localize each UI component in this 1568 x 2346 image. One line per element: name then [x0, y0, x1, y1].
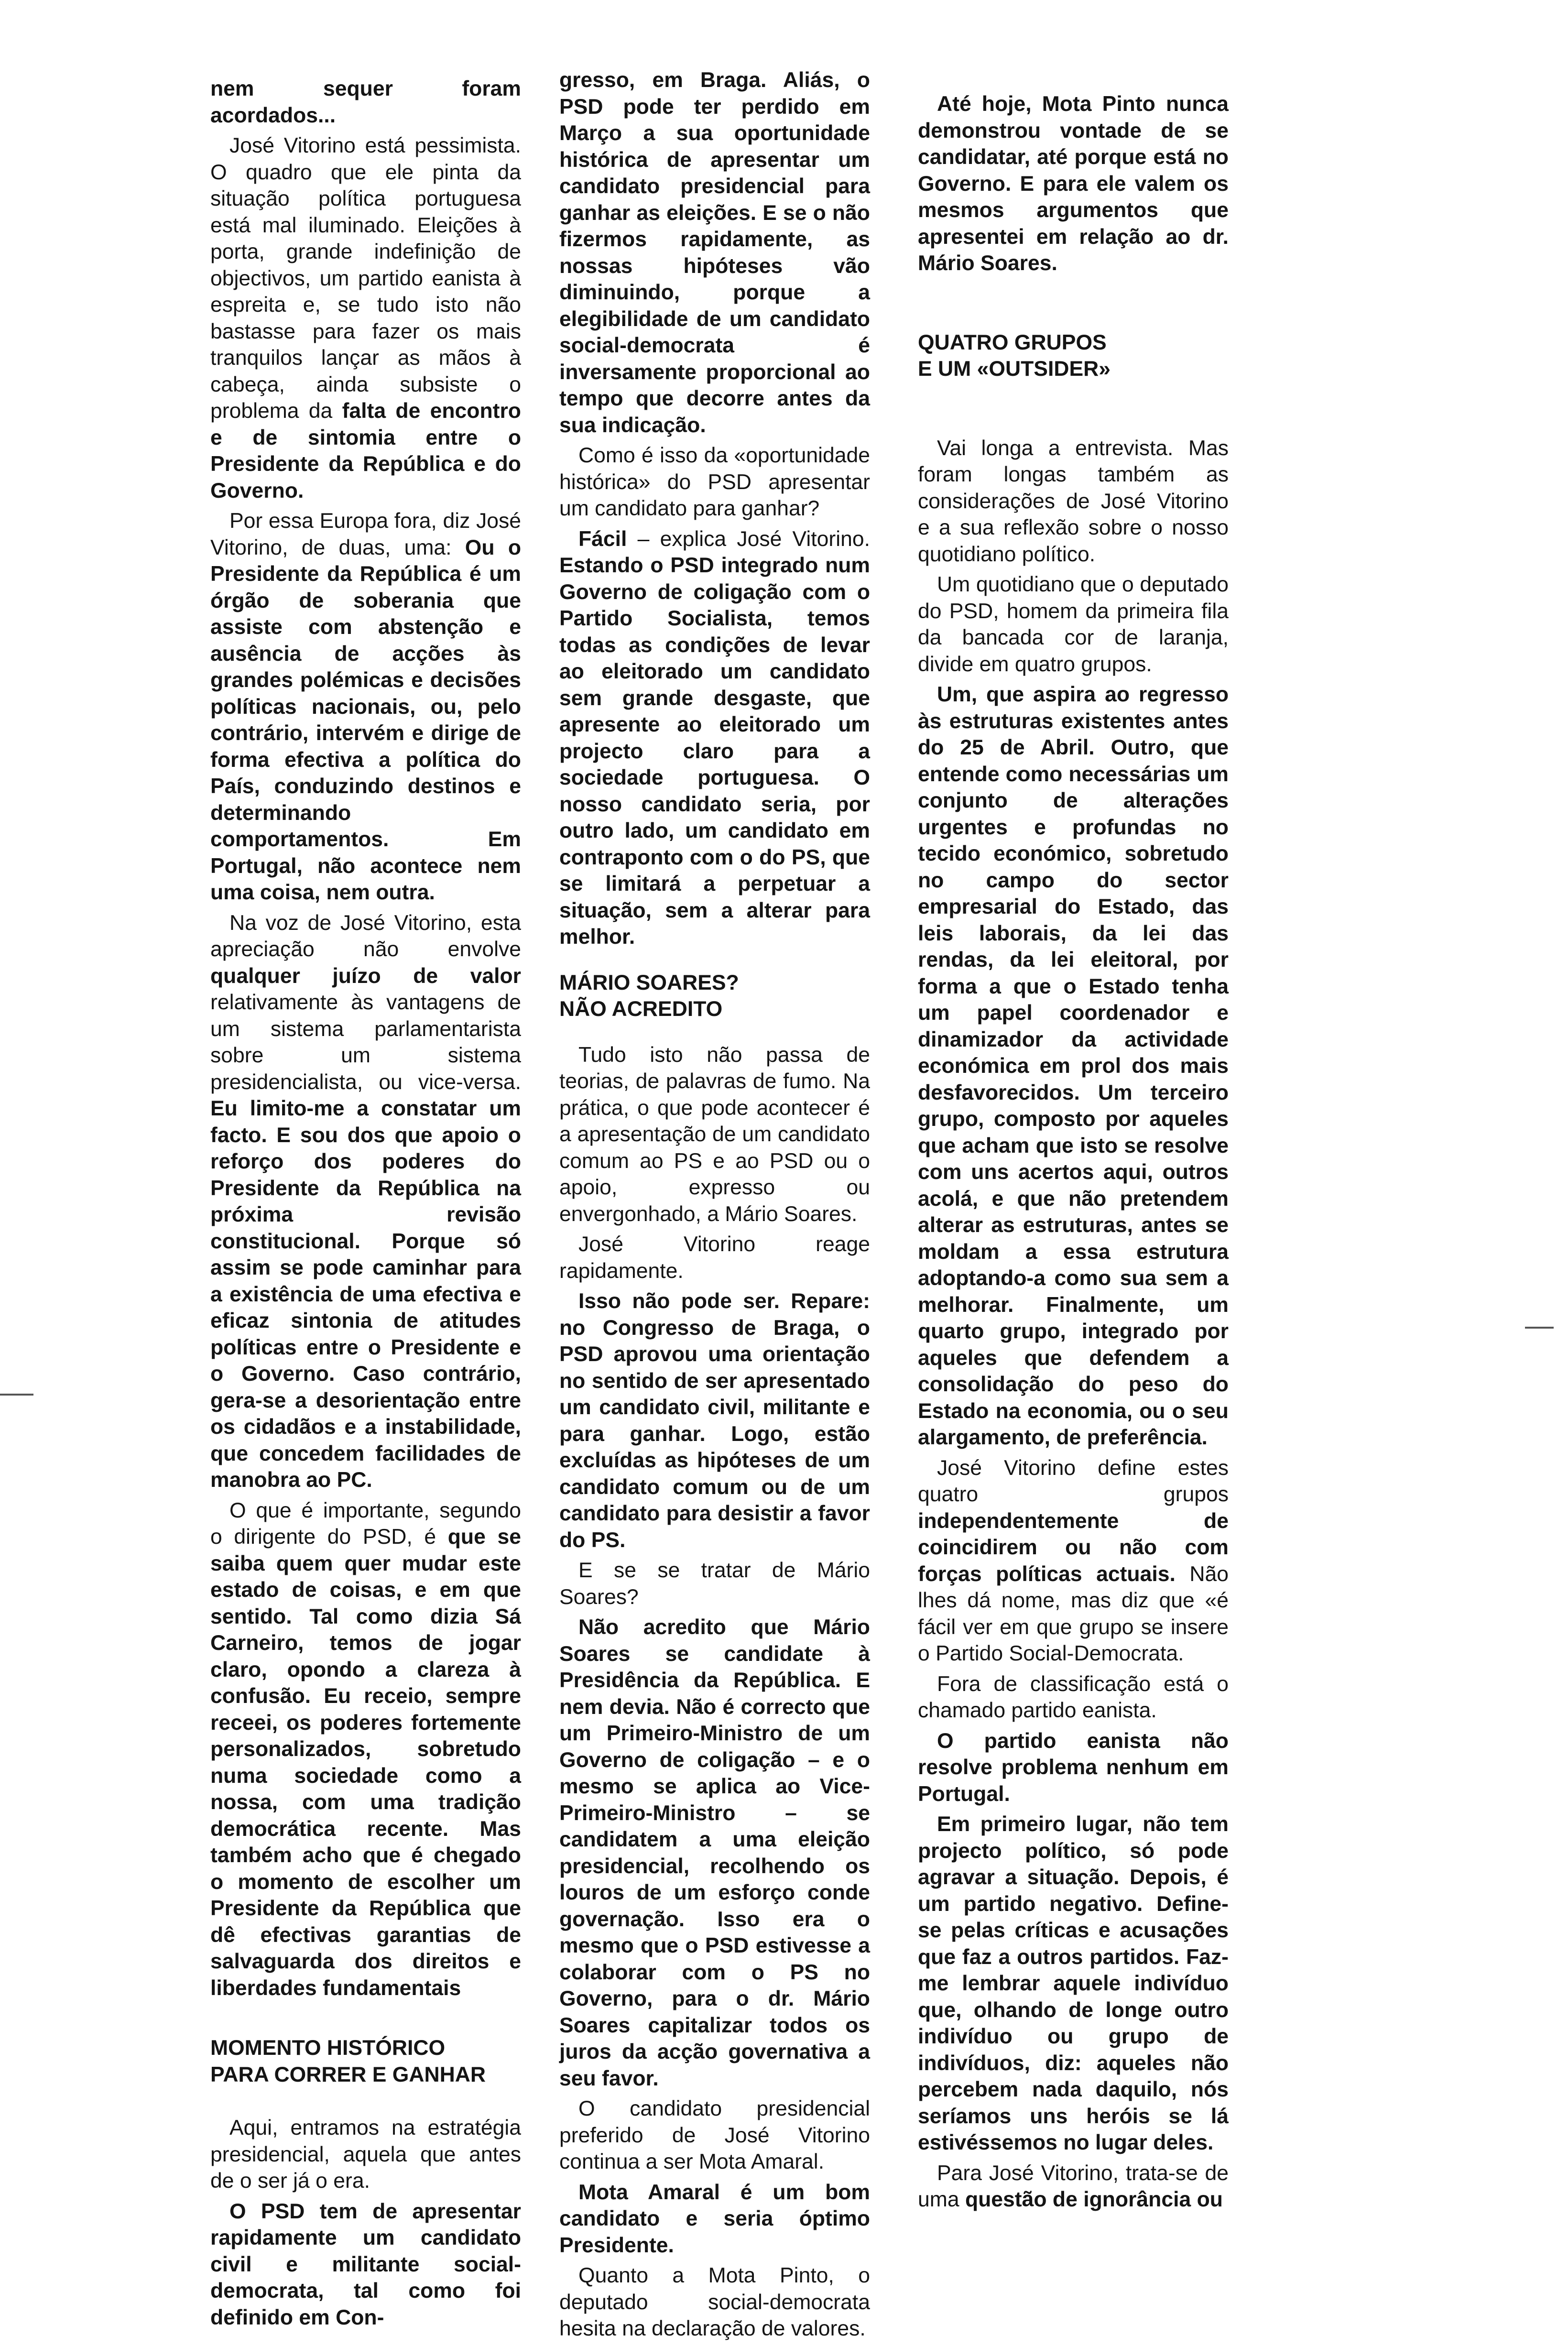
paragraph [210, 132, 521, 504]
text-run: Tudo isto não passa de teorias, de palavras de fumo. Na prática, o que pode acontecer é a apresentação de um candidato comum ao PS e ao PSD ou o apoio, expresso ou envergonhado, a Mário Soares. [559, 1043, 870, 1226]
bold-text-run: Um, que aspira ao regresso às estruturas existentes antes do 25 de Abril. Outro, que entende como necessárias um conjunto de alterações urgentes e profundas no tecido económico, sobretudo no campo do sector empresarial do Estado, das leis laborais, da lei das rendas, da lei eleitoral, por forma a que o Estado tenha um papel coordenador e dinamizador da actividade económica em prol dos mais desfavorecidos. Um terceiro grupo, composto por aqueles que acham que isto se resolve com uns acertos aqui, outros acolá, e que não pretendem alterar as estruturas, antes se moldam a essa estrutura adoptando-a como sua sem a melhorar. Finalmente, um quarto grupo, integrado por aqueles que defendem a consolidação do peso do Estado na economia, ou o seu alargamento, de preferência. [918, 683, 1229, 1449]
paragraph [559, 1288, 870, 1553]
bold-text-run: Ou o Presidente da República é um órgão de soberania que assiste com abstenção e ausência de acções às grandes polémicas e decisões políticas nacionais, ou, pelo contrário, intervém e dirige de forma efectiva a política do País, conduzindo destinos e determinando comportamentos. Em Portugal, não acontece nem uma coisa, nem outra. [210, 535, 522, 904]
paragraph [918, 1811, 1229, 2156]
text-run: Fora de classificação está o chamado partido eanista. [918, 1672, 1229, 1722]
paragraph [210, 2115, 521, 2194]
text-run: Para José Vitorino, trata-se de uma [918, 2161, 1229, 2211]
text-run: Um quotidiano que o deputado do PSD, homem da primeira fila da bancada cor de laranja, divide em quatro grupos. [918, 573, 1229, 676]
bold-text-run: independentemente de coincidirem ou não com forças políticas actuais. [918, 1509, 1229, 1586]
paragraph [559, 526, 870, 950]
text-run: Vai longa a entrevista. Mas foram longas também as considerações de José Vitorino e a sua reflexão sobre o nosso quotidiano político. [918, 436, 1229, 566]
bold-text-run: Mota Amaral é um bom candidato e seria óptimo Presidente. [559, 2180, 870, 2257]
article-column-1 [210, 76, 521, 2335]
paragraph [559, 1614, 870, 2092]
heading-line: QUATRO GRUPOS [918, 330, 1107, 354]
text-run: José Vitorino define estes quatro grupos [918, 1456, 1229, 1506]
text-run: Como é isso da «oportunidade histórica» do PSD apresentar um candidato para ganhar? [559, 444, 870, 520]
article-column-3 [918, 91, 1229, 2217]
bold-text-run: Não acredito que Mário Soares se candidate à Presidência da República. E nem devia. Não é correcto que um Primeiro-Ministro de um Governo de coligação – e o mesmo se aplica ao Vice-Primeiro-Ministro – se candidatem a uma eleição presidencial, recolhendo os louros de um esforço conde governação. Isso era o mesmo que o PSD estivesse a colaborar com o PS no Governo, para o dr. Mário Soares capitalizar todos os juros da acção governativa a seu favor. [559, 1615, 870, 2090]
bold-text-run: questão de ignorância ou [965, 2188, 1223, 2211]
heading-line: E UM «OUTSIDER» [918, 357, 1111, 381]
paragraph [918, 1455, 1229, 1667]
paragraph [918, 435, 1229, 568]
bold-text-run: gresso, em Braga. Aliás, o PSD pode ter perdido em Março a sua oportunidade histórica de apresentar um candidato presidencial para ganhar as eleições. E se o não fizermos rapidamente, as nossas hipóteses vão diminuindo, porque a elegibilidade de um candidato social-democrata é inversamente proporcional ao tempo que decorre antes da sua indicação. [559, 68, 870, 437]
section-heading [559, 970, 870, 1023]
bold-text-run: Fácil [578, 527, 627, 551]
heading-line: MOMENTO HISTÓRICO [210, 2036, 446, 2060]
heading-line: NÃO ACREDITO [559, 997, 723, 1021]
paragraph [918, 1728, 1229, 1808]
paragraph [918, 2160, 1229, 2213]
paragraph [210, 76, 521, 129]
paragraph [918, 571, 1229, 677]
bold-text-run: Isso não pode ser. Repare: no Congresso de Braga, o PSD aprovou uma orientação no sentido de ser apresentado um candidato civil, militante e para ganhar. Logo, estão excluídas as hipóteses de um candidato comum ou de um candidato para desistir a favor do PS. [559, 1289, 870, 1552]
text-run: E se se tratar de Mário Soares? [559, 1559, 870, 1609]
text-run: Na voz de José Vitorino, esta apreciação não envolve [210, 911, 521, 961]
text-run: José Vitorino está pessimista. O quadro que ele pinta da situação política portuguesa está mal iluminado. Eleições à porta, grande indefinição de objectivos, um partido eanista à espreita e, se tudo isto não bastasse para fazer os mais tranquilos lançar as mãos à cabeça, ainda subsiste o problema da [210, 134, 521, 423]
paragraph [559, 2262, 870, 2342]
bold-text-run: Eu limito-me a constatar um facto. E sou dos que apoio o reforço dos poderes do Presidente da República na próxima revisão constitucional. Porque só assim se pode caminhar para a existência de uma efectiva e eficaz sintonia de atitudes políticas entre o Presidente e o Governo. Caso contrário, gera-se a desorientação entre os cidadãos e a instabilidade, que concedem facilidades de manobra ao PC. [210, 1097, 521, 1492]
bold-text-run: qualquer juízo de valor [210, 964, 521, 988]
text-run: – explica José Vitorino. [627, 527, 870, 551]
text-run: relativamente às vantagens de um sistema parlamentarista sobre um sistema presidencialista, ou vice-versa. [210, 991, 521, 1094]
paragraph [210, 508, 521, 906]
section-heading [918, 329, 1229, 382]
paragraph [559, 2179, 870, 2259]
bold-text-run: O partido eanista não resolve problema nenhum em Portugal. [918, 1729, 1229, 1806]
margin-mark-left [0, 1394, 33, 1396]
paragraph [559, 67, 870, 438]
heading-line: MÁRIO SOARES? [559, 971, 739, 994]
text-run: José Vitorino reage rapidamente. [559, 1233, 870, 1283]
paragraph [559, 1042, 870, 1228]
text-run: Quanto a Mota Pinto, o deputado social-democrata hesita na declaração de valores. [559, 2264, 870, 2340]
text-run: O candidato presidencial preferido de José Vitorino continua a ser Mota Amaral. [559, 2097, 870, 2173]
margin-mark-right [1525, 1327, 1554, 1329]
paragraph [918, 681, 1229, 1451]
bold-text-run: O PSD tem de apresentar rapidamente um candidato civil e militante social-democrata, tal como foi definido em Con- [210, 2199, 521, 2329]
bold-text-run: Estando o PSD integrado num Governo de coligação com o Partido Socialista, temos todas as condições de levar ao eleitorado um candidato sem grande desgaste, que apresente ao eleitorado um projecto claro para a sociedade portuguesa. O nosso candidato seria, por outro lado, um candidato em contraponto com o do PS, que se limitará a perpetuar a situação, sem a alterar para melhor. [559, 554, 870, 949]
paragraph [918, 91, 1229, 277]
heading-line: PARA CORRER E GANHAR [210, 2062, 486, 2086]
paragraph [559, 2095, 870, 2175]
bold-text-run: nem sequer foram acordados... [210, 77, 521, 127]
text-run: Por essa Europa fora, diz José Vitorino, de duas, uma: [210, 509, 521, 559]
paragraph [210, 2198, 521, 2331]
article-column-2 [559, 67, 870, 2346]
bold-text-run: que se saiba quem quer mudar este estado de coisas, e em que sentido. Tal como dizia Sá Carneiro, temos de jogar claro, opondo a clareza à confusão. Eu receio, sempre receei, os poderes fortemente personalizados, sobretudo numa sociedade como a nossa, com uma tradição democrática recente. Mas também acho que é chegado o momento de escolher um Presidente da República que dê efectivas garantias de salvaguarda dos direitos e liberdades fundamentais [210, 1525, 521, 2000]
paragraph [210, 910, 521, 1494]
text-run: Não lhes dá nome, mas diz que «é fácil ver em que grupo se insere o Partido Social-Democrata. [918, 1562, 1229, 1665]
paragraph [559, 1231, 870, 1284]
text-run: O que é importante, segundo o dirigente do PSD, é [210, 1498, 521, 1549]
text-run: Aqui, entramos na estratégia presidencial, aquela que antes de o ser já o era. [210, 2116, 521, 2193]
bold-text-run: Até hoje, Mota Pinto nunca demonstrou vontade de se candidatar, até porque está no Governo. E para ele valem os mesmos argumentos que apresentei em relação ao dr. Mário Soares. [918, 92, 1229, 275]
paragraph [210, 1497, 521, 2002]
section-heading [210, 2035, 521, 2088]
bold-text-run: falta de encontro e de sintomia entre o Presidente da República e do Governo. [210, 399, 521, 502]
paragraph [918, 1671, 1229, 1724]
paragraph [559, 1557, 870, 1610]
paragraph [559, 442, 870, 522]
bold-text-run: Em primeiro lugar, não tem projecto político, só pode agravar a situação. Depois, é um partido negativo. Define-se pelas críticas e acusações que faz a outros partidos. Faz-me lembrar aquele indivíduo que, olhando de longe outro indivíduo ou grupo de indivíduos, diz: aqueles não percebem nada daquilo, nós seríamos uns heróis se lá estivéssemos no lugar deles. [918, 1812, 1229, 2154]
